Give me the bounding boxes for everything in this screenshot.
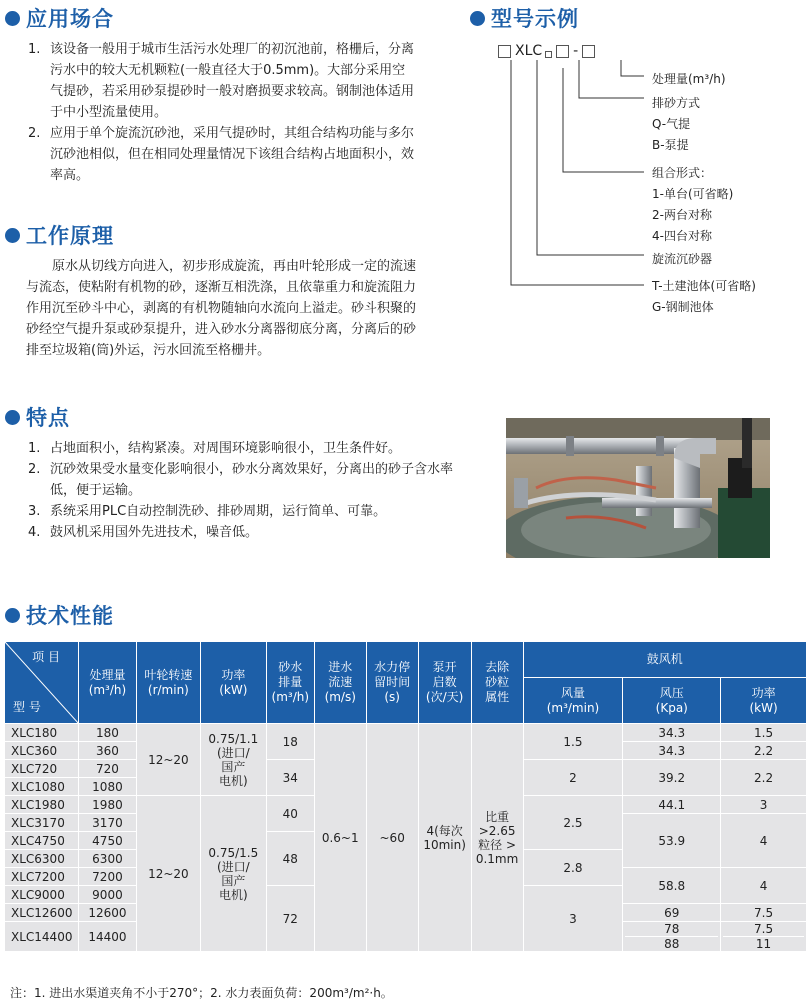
section-heading-model — [470, 3, 579, 33]
cell-inflow: 0.6~1 — [314, 724, 366, 952]
model-code — [498, 40, 595, 62]
bullet-dot-icon — [5, 228, 20, 243]
cell-pressure-last: 78 88 — [623, 922, 721, 952]
label-t: T-土建池体(可省略) — [652, 279, 756, 293]
section-title: 特点 — [26, 406, 70, 430]
bpower-value: 11 — [723, 936, 804, 951]
section-heading-features — [5, 402, 70, 432]
table-row: XLC4750 4750 48 — [5, 832, 807, 850]
header-blower: 鼓风机 — [523, 642, 806, 678]
header-inflow: 进水 流速 (m/s) — [314, 642, 366, 724]
table-row: XLC720 720 34 2 39.2 2.2 — [5, 760, 807, 778]
cell-speed: 12~20 — [136, 796, 200, 952]
header-pressure: 风压 (Kpa) — [623, 678, 721, 724]
label-capacity: 处理量(m³/h) — [652, 72, 726, 86]
label-single: 1-单台(可省略) — [652, 187, 734, 201]
label-q: Q-气提 — [652, 117, 691, 131]
cell-power: 0.75/1.5 (进口/ 国产 电机) — [200, 796, 266, 952]
header-bpower: 功率 (kW) — [721, 678, 807, 724]
label-combo: 组合形式： — [652, 166, 713, 180]
section-heading-principle — [5, 220, 114, 250]
table-note: 注：1. 进出水渠道夹角不小于270°；2. 水力表面负荷：200m³/m²·h。 — [10, 986, 393, 1000]
header-power: 功率 (kW) — [200, 642, 266, 724]
section-title: 工作原理 — [26, 224, 114, 248]
bullet-dot-icon — [5, 410, 20, 425]
code-box-tank — [498, 45, 511, 58]
header-capacity: 处理量 (m³/h) — [78, 642, 136, 724]
spec-table — [4, 641, 807, 952]
equipment-photo — [506, 418, 770, 558]
features-list — [28, 438, 478, 543]
label-double: 2-两台对称 — [652, 208, 712, 222]
section-heading-application — [5, 3, 114, 33]
table-row: XLC9000 9000 72 3 — [5, 886, 807, 904]
list-item: 3. 系统采用PLC自动控制洗砂、排砂周期，运行简单、可靠。 — [28, 504, 387, 519]
cell-speed: 12~20 — [136, 724, 200, 796]
label-sand-method: 排砂方式 — [652, 96, 701, 110]
application-list — [28, 39, 418, 186]
cell-retention: ~60 — [366, 724, 418, 952]
section-title: 型号示例 — [491, 7, 579, 31]
header-removal: 去除 砂粒 属性 — [471, 642, 523, 724]
code-prefix: XLC — [515, 43, 543, 59]
list-item: 1. 占地面积小，结构紧凑。对周围环境影响很小，卫生条件好。 — [28, 441, 402, 456]
bullet-dot-icon — [5, 608, 20, 623]
section-heading-specs — [5, 600, 114, 630]
label-g: G-钢制池体 — [652, 300, 714, 314]
bullet-dot-icon — [5, 11, 20, 26]
table-row: XLC360 360 34.3 2.2 — [5, 742, 807, 760]
bullet-dot-icon — [470, 11, 485, 26]
code-box-capacity — [582, 45, 595, 58]
header-corner — [5, 642, 79, 724]
list-item: 2. 应用于单个旋流沉砂池，采用气提砂时，其组合结构功能与多尔沉砂池相似，但在相同处理量情况下该组合结构占地面积小，效率高。 — [28, 126, 415, 183]
list-item: 1. 该设备一般用于城市生活污水处理厂的初沉池前，格栅后，分离污水中的较大无机颗粒(一般直径大于0.5mm)。大部分采用空气提砂，若采用砂泵提砂时一般对磨损要求较高。钢制池体适用于中小型流量使用。 — [28, 42, 415, 120]
header-item: 项 目 — [32, 650, 60, 664]
header-sand: 砂水 排量 (m³/h) — [266, 642, 314, 724]
header-retention: 水力停 留时间 (s) — [366, 642, 418, 724]
section-title: 技术性能 — [26, 604, 114, 628]
label-device: 旋流沉砂器 — [652, 252, 713, 266]
pressure-value: 88 — [625, 936, 718, 951]
cell-power: 0.75/1.1 (进口/ 国产 电机) — [200, 724, 266, 796]
table-row: XLC7200 7200 58.8 4 — [5, 868, 807, 886]
table-row: XLC6300 6300 2.8 — [5, 850, 807, 868]
header-pump: 泵开 启数 (次/天) — [418, 642, 471, 724]
code-dash: - — [573, 43, 579, 59]
table-row: XLC180 180 12~20 0.75/1.1 (进口/ 国产 电机) 18 0.6~1 ~60 4(每次 10min) 比重 >2.65 粒径 > 0.1mm 1.5 34.3 1.5 — [5, 724, 807, 742]
principle-text: 原水从切线方向进入，初步形成旋流，再由叶轮形成一定的流速与流态，使粘附有机物的砂，逐渐互相洗涤，且依靠重力和旋流阻力作用沉至砂斗中心，剥离的有机物随轴向水流向上溢走。砂斗积聚的砂经空气提升泵或砂泵提升，进入砂水分离器彻底分离，分离后的砂排至垃圾箱(筒)外运，污水回流至格栅井。 — [26, 259, 417, 358]
list-item: 2. 沉砂效果受水量变化影响很小，砂水分离效果好，分离出的砂子含水率低，便于运输。 — [28, 462, 454, 498]
table-row: XLC1080 1080 — [5, 778, 807, 796]
table-row: XLC12600 12600 69 7.5 — [5, 904, 807, 922]
header-model: 型 号 — [13, 700, 41, 714]
cell-removal: 比重 >2.65 粒径 > 0.1mm — [471, 724, 523, 952]
table-row: XLC3170 3170 53.9 4 — [5, 814, 807, 832]
cell-bpower-last: 7.5 11 — [721, 922, 807, 952]
code-box-sand-method — [556, 45, 569, 58]
label-b: B-泵提 — [652, 138, 689, 152]
list-item: 4. 鼓风机采用国外先进技术，噪音低。 — [28, 525, 259, 540]
header-air: 风量 (m³/min) — [523, 678, 623, 724]
code-box-combo — [545, 51, 552, 58]
label-quad: 4-四台对称 — [652, 229, 712, 243]
table-row: XLC1980 1980 12~20 0.75/1.5 (进口/ 国产 电机) 40 2.5 44.1 3 — [5, 796, 807, 814]
table-row: XLC14400 14400 78 88 7.5 11 — [5, 922, 807, 952]
header-speed: 叶轮转速 (r/min) — [136, 642, 200, 724]
cell-pump: 4(每次 10min) — [418, 724, 471, 952]
section-title: 应用场合 — [26, 7, 114, 31]
